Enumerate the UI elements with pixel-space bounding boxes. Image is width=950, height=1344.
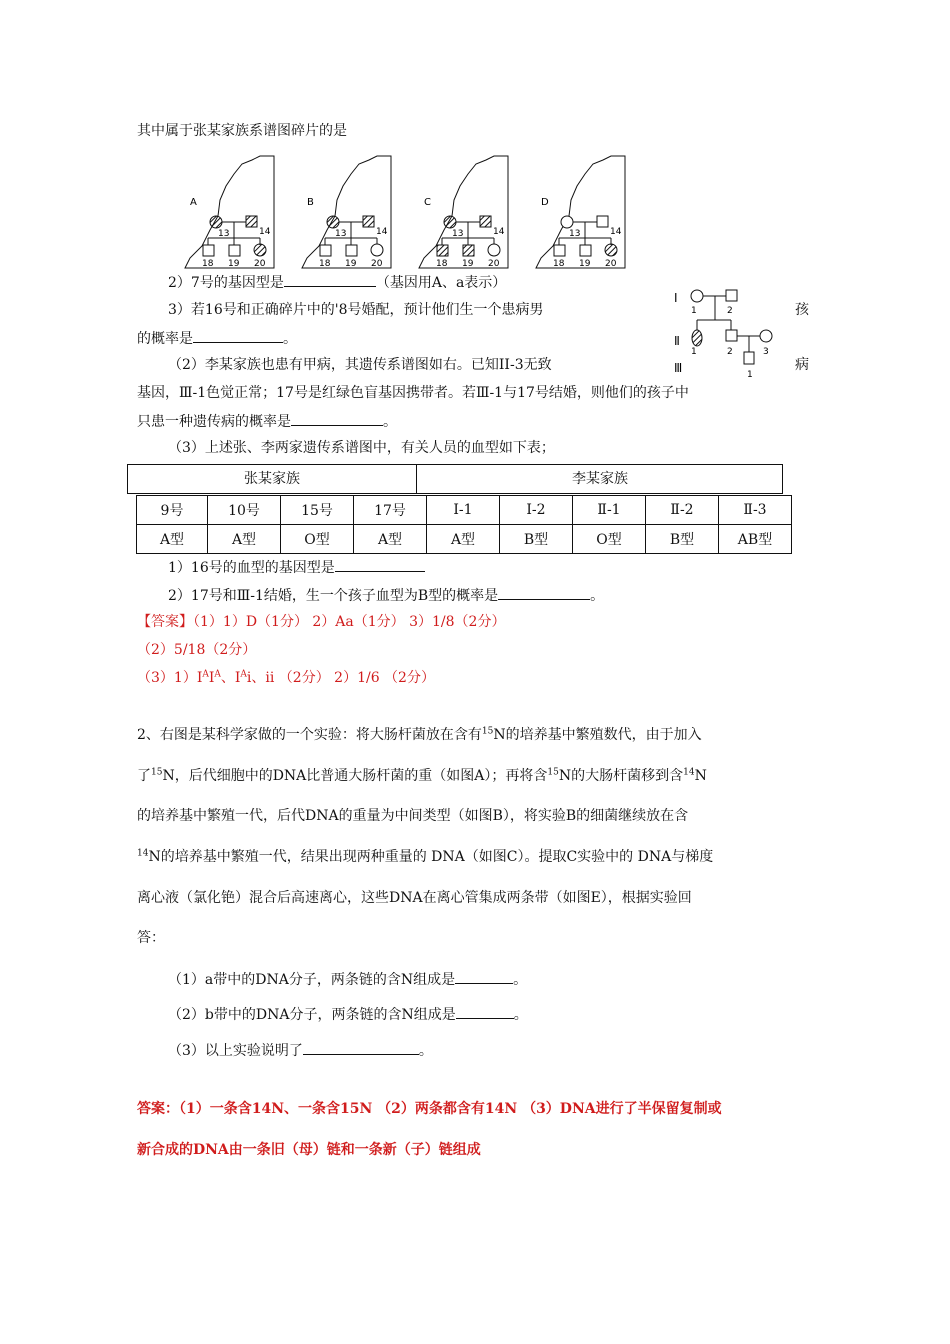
table-group-header	[127, 464, 783, 494]
answer-blank[interactable]	[455, 969, 513, 984]
answer-blank[interactable]	[284, 272, 376, 287]
gen-label-1: Ⅰ	[674, 291, 678, 305]
node-label-14: 14	[493, 227, 505, 237]
svg-text:1: 1	[691, 306, 697, 316]
svg-text:2: 2	[727, 347, 733, 357]
group-li: 李某家族	[416, 465, 783, 493]
node-label-19: 19	[345, 259, 357, 269]
q1-p2-line1: （2）李某家族也患有甲病，其遗传系谱图如右。已知II-3无致	[168, 357, 552, 373]
gen-label-2: Ⅱ	[674, 334, 680, 348]
table-header-cell: Ⅰ-2	[500, 496, 573, 525]
pedigree-fragment-a	[185, 156, 274, 269]
blood-type-table	[136, 495, 792, 554]
q2-answer-line2: 新合成的DNA由一条旧（母）链和一条新（子）链组成	[137, 1142, 481, 1158]
table-header-cell: Ⅰ-1	[427, 496, 500, 525]
node-label-13: 13	[335, 229, 347, 239]
pedigree-fragments	[180, 150, 640, 270]
table-header-cell: Ⅱ-2	[646, 496, 719, 525]
node-label-19: 19	[579, 259, 591, 269]
table-header-cell: Ⅱ-3	[719, 496, 792, 525]
pedigree-fragment-c	[419, 156, 508, 269]
table-cell: B型	[646, 525, 719, 554]
answer-blank[interactable]	[498, 585, 590, 600]
node-label-14: 14	[376, 227, 388, 237]
node-label-14: 14	[259, 227, 271, 237]
pedigree-fragment-b	[302, 156, 391, 269]
q2-answer-line1: 答案：（1）一条含14N、一条含15N （2）两条都含有14N （3）DNA进行了半保留复制或	[137, 1101, 722, 1117]
q1-sub3-line1: 3）若16号和正确碎片中的'8号婚配，预计他们生一个患病男	[168, 302, 544, 318]
q1-p3-sub1: 1）16号的血型的基因型是	[168, 557, 425, 578]
q2-line5: 离心液（氯化铯）混合后高速离心，这些DNA在离心管集成两条带（如图E），根据实验回	[137, 890, 692, 906]
node-label-20: 20	[605, 259, 617, 269]
q1-intro: 其中属于张某家族系谱图碎片的是	[137, 123, 347, 139]
table-cell: A型	[427, 525, 500, 554]
q2-line1: 2、右图是某科学家做的一个实验：将大肠杆菌放在含有$^{15}$N的培养基中繁殖数代，由于加入	[137, 726, 702, 743]
q2-sub3: （3）以上实验说明了 。	[168, 1040, 433, 1061]
q2-sub1: （1）a带中的DNA分子，两条链的含N组成是 。	[168, 969, 527, 990]
table-header-cell: 9号	[137, 496, 208, 525]
q1-answer-line3: $(3)1)I^AI^A$、$I^Ai$、ii （2分） 2）1/6 （2分）	[137, 669, 435, 686]
table-header-cell: 10号	[208, 496, 281, 525]
li-family-pedigree	[668, 282, 778, 382]
q2-line3: 的培养基中繁殖一代，后代DNA的重量为中间类型（如图B），将实验B的细菌继续放在含	[137, 808, 689, 824]
q1-answer-line2: （2）5/18（2分）	[137, 642, 257, 658]
q1-sub3-end: 孩	[795, 302, 809, 318]
q1-p3-line1: （3）上述张、李两家遗传系谱图中，有关人员的血型如下表；	[168, 440, 555, 456]
q1-answer-line1: 【答案】（1）1）D（1分） 2）Aa（1分） 3）1/8（2分）	[137, 614, 506, 630]
node-label-13: 13	[569, 229, 581, 239]
q1-p2-end: 病	[795, 357, 809, 373]
svg-text:3: 3	[763, 347, 769, 357]
node-label-19: 19	[228, 259, 240, 269]
table-header-cell: 17号	[354, 496, 427, 525]
table-cell: A型	[354, 525, 427, 554]
q1-sub3-line2: 的概率是 。	[137, 328, 297, 349]
table-row	[137, 525, 792, 554]
table-cell: B型	[500, 525, 573, 554]
answer-blank[interactable]	[335, 557, 425, 572]
fragment-label: B	[307, 197, 314, 208]
q1-p3-sub2: 2）17号和Ⅲ-1结婚，生一个孩子血型为B型的概率是 。	[168, 585, 604, 606]
table-header-row	[137, 496, 792, 525]
table-cell: A型	[137, 525, 208, 554]
q2-line4: $^{14}$N的培养基中繁殖一代，结果出现两种重量的 DNA（如图C）。提取C实验中的 DNA与梯度	[137, 848, 714, 865]
node-label-13: 13	[218, 229, 230, 239]
table-cell: AB型	[719, 525, 792, 554]
svg-text:2: 2	[727, 306, 733, 316]
node-label-18: 18	[202, 259, 214, 269]
node-label-14: 14	[610, 227, 622, 237]
pedigree-fragment-d	[536, 156, 625, 269]
answer-blank[interactable]	[456, 1004, 514, 1019]
node-label-13: 13	[452, 229, 464, 239]
node-label-20: 20	[488, 259, 500, 269]
node-label-19: 19	[462, 259, 474, 269]
gen-label-3: Ⅲ	[674, 361, 683, 375]
q2-sub2: （2）b带中的DNA分子，两条链的含N组成是 。	[168, 1004, 528, 1025]
q1-p2-line2: 基因，Ⅲ-1色觉正常；17号是红绿色盲基因携带者。若Ⅲ-1与17号结婚，则他们的孩子中	[137, 385, 689, 401]
svg-text:1: 1	[691, 347, 697, 357]
answer-blank[interactable]	[303, 1040, 419, 1055]
node-label-18: 18	[436, 259, 448, 269]
table-cell: O型	[281, 525, 354, 554]
node-label-20: 20	[371, 259, 383, 269]
table-header-cell: Ⅱ-1	[573, 496, 646, 525]
fragment-label: D	[541, 197, 549, 208]
node-label-18: 18	[553, 259, 565, 269]
answer-blank[interactable]	[193, 328, 283, 343]
table-header-cell: 15号	[281, 496, 354, 525]
table-cell: O型	[573, 525, 646, 554]
node-label-18: 18	[319, 259, 331, 269]
q1-p2-line3: 只患一种遗传病的概率是 。	[137, 411, 397, 432]
node-label-20: 20	[254, 259, 266, 269]
q1-sub2: 2）7号的基因型是 （基因用A、a表示）	[168, 272, 506, 293]
fragment-label: A	[190, 197, 197, 208]
fragment-label: C	[424, 197, 431, 208]
table-cell: A型	[208, 525, 281, 554]
answer-blank[interactable]	[291, 411, 383, 426]
q2-line6: 答：	[137, 930, 165, 946]
q2-line2: 了$^{15}$N，后代细胞中的DNA比普通大肠杆菌的重（如图A）；再将含$^{15}$N的大肠杆菌移到含$^{14}$N	[137, 767, 707, 784]
svg-text:1: 1	[747, 370, 753, 380]
group-zhang: 张某家族	[244, 471, 300, 487]
